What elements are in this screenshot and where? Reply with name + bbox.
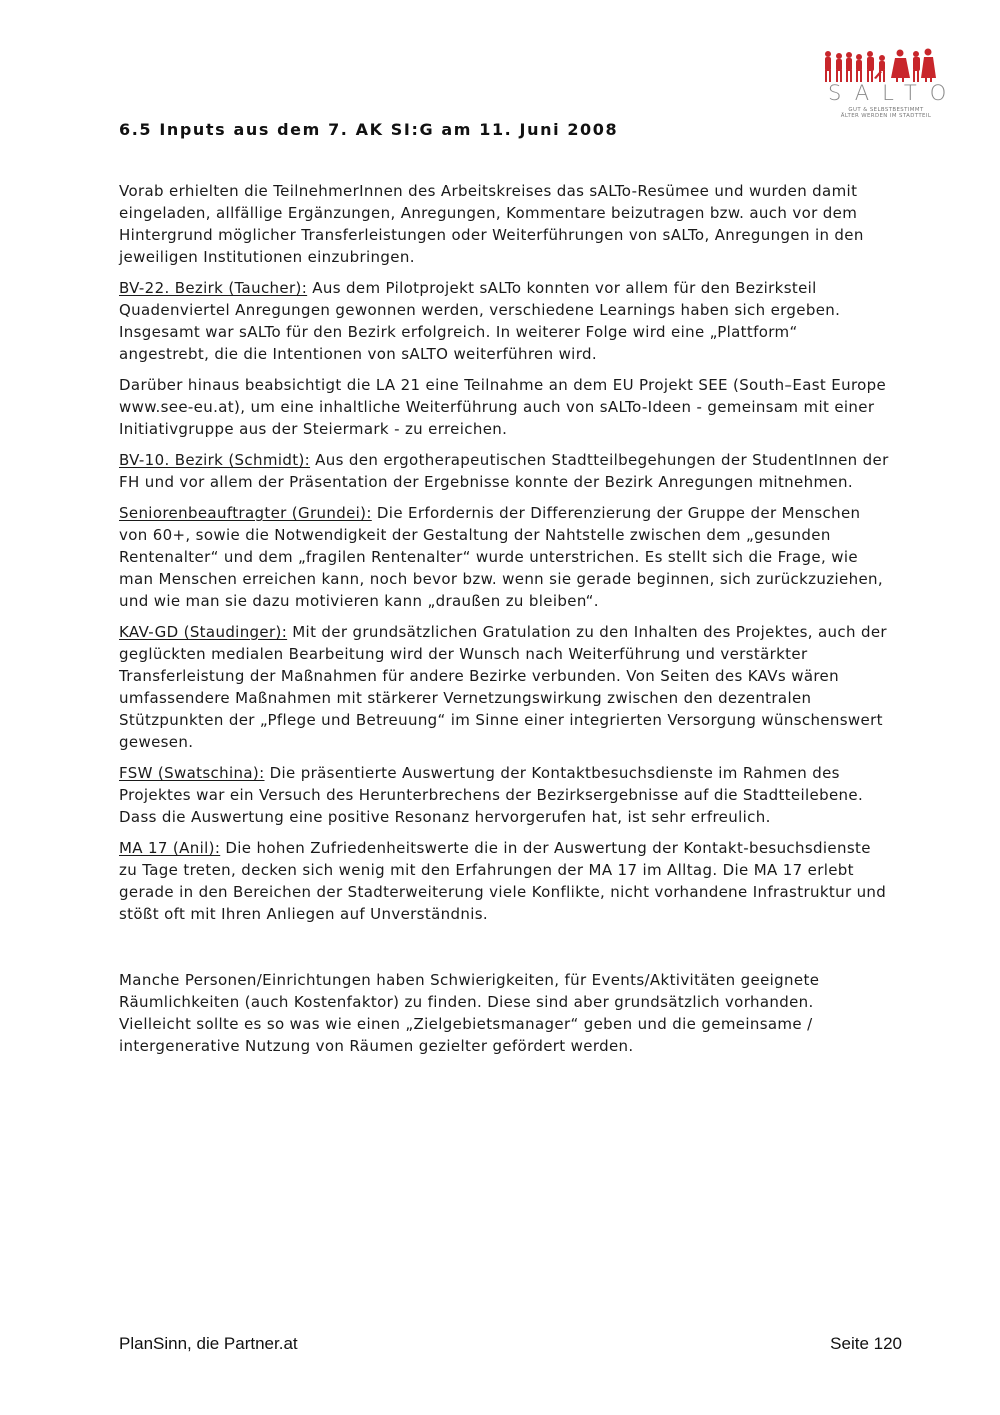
document-body — [119, 180, 889, 1066]
paragraph-la21 — [119, 374, 889, 440]
speaker-label: BV-22. Bezirk (Taucher): — [119, 279, 308, 297]
paragraph-text: Aus dem Pilotprojekt sALTo konnten vor allem für den Bezirksteil Quadenviertel Anregungen gewonnen werden, verschiedene Learnings haben sich ergeben. Insgesamt war sALTo für den Bezirk erfolgreich. In weiterer Folge wird eine „Plattform“ angestrebt, die die Intentionen von sALTO weiterführen wird. — [119, 279, 841, 363]
speaker-label: FSW (Swatschina): — [119, 764, 265, 782]
speaker-label: BV-10. Bezirk (Schmidt): — [119, 451, 311, 469]
paragraph-bv10 — [119, 449, 889, 493]
logo-tagline-1: GUT & SELBSTBESTIMMT — [848, 107, 924, 113]
paragraph-ma17 — [119, 837, 889, 925]
paragraph-intro — [119, 180, 889, 268]
paragraph-text: Aus den ergotherapeutischen Stadtteilbegehungen der StudentInnen der FH und vor allem der Präsentation der Ergebnisse konnte der Bezirk Anregungen mitnehmen. — [119, 451, 889, 491]
logo-wordmark: SALTO — [828, 81, 960, 105]
paragraph-bv22 — [119, 277, 889, 365]
paragraph-fsw — [119, 762, 889, 828]
paragraph-text: Die präsentierte Auswertung der Kontaktbesuchsdienste im Rahmen des Projektes war ein Versuch des Herunterbrechens der Bezirksergebnisse auf die Stadtteilebene. Dass die Auswertung eine positive Resonanz hervorgerufen hat, ist sehr erfreulich. — [119, 764, 864, 826]
paragraph-text: Die Erfordernis der Differenzierung der Gruppe der Menschen von 60+, sowie die Notwendigkeit der Gestaltung der Nahtstelle zwischen dem „gesunden Rentenalter“ und dem „fragilen Rentenalter“ wurde unterstrichen. Es stellt sich die Frage, wie man Menschen erreichen kann, noch bevor bzw. wenn sie gerade beginnen, sich zurückzuziehen, und wie man sie dazu motivieren kann „draußen zu bleiben“. — [119, 504, 883, 610]
paragraph-seniorenbeauftragter — [119, 502, 889, 612]
salto-logo — [820, 48, 960, 126]
footer-publisher: PlanSinn, die Partner.at — [119, 1334, 298, 1353]
speaker-label: MA 17 (Anil): — [119, 839, 221, 857]
speaker-label: Seniorenbeauftragter (Grundei): — [119, 504, 372, 522]
paragraph-text: Manche Personen/Einrichtungen haben Schwierigkeiten, für Events/Aktivitäten geeignete Räumlichkeiten (auch Kostenfaktor) zu finden. Diese sind aber grundsätzlich vorhanden. Vielleicht sollte es so was wie einen „Zielgebietsmanager“ geben und die gemeinsame / intergenerative Nutzung von Räumen gezielter gefördert werden. — [119, 971, 820, 1055]
section-heading: 6.5 Inputs aus dem 7. AK SI:G am 11. Juni 2008 — [119, 120, 619, 139]
footer-page-number: Seite 120 — [830, 1334, 902, 1353]
paragraph-text: Darüber hinaus beabsichtigt die LA 21 eine Teilnahme an dem EU Projekt SEE (South–East Europe www.see-eu.at), um eine inhaltliche Weiterführung auch von sALTo-Ideen - gemeinsam mit einer Initiativgruppe aus der Steiermark - zu erreichen. — [119, 376, 887, 438]
paragraph-text: Vorab erhielten die TeilnehmerInnen des Arbeitskreises das sALTo-Resümee und wurden damit eingeladen, allfällige Ergänzungen, Anregungen, Kommentare beizutragen bzw. auch vor dem Hintergrund möglicher Transferleistungen oder Weiterführungen von sALTo, Anregungen in den jeweiligen Institutionen einzubringen. — [119, 182, 864, 266]
paragraph-kav — [119, 621, 889, 753]
speaker-label: KAV-GD (Staudinger): — [119, 623, 288, 641]
logo-tagline-2: ÄLTER WERDEN IM STADTTEIL — [840, 113, 932, 119]
paragraph-text: Die hohen Zufriedenheitswerte die in der Auswertung der Kontakt-besuchsdienste zu Tage treten, decken sich wenig mit den Erfahrungen der MA 17 im Alltag. Die MA 17 erlebt gerade in den Bereichen der Stadterweiterung viele Konflikte, nicht vorhandene Infrastruktur und stößt oft mit Ihren Anliegen auf Unverständnis. — [119, 839, 887, 923]
paragraph-closing — [119, 969, 889, 1057]
people-figures-icon — [820, 48, 940, 84]
paragraph-text: Mit der grundsätzlichen Gratulation zu den Inhalten des Projektes, auch der geglückten medialen Bearbeitung wird der Wunsch nach Weiterführung und verstärkter Transferleistung der Maßnahmen für andere Bezirke verbunden. Von Seiten des KAVs wären umfassendere Maßnahmen mit stärkerer Vernetzungswirkung zwischen den dezentralen Stützpunkten der „Pflege und Betreuung“ im Sinne einer integrierten Versorgung wünschenswert gewesen. — [119, 623, 887, 751]
